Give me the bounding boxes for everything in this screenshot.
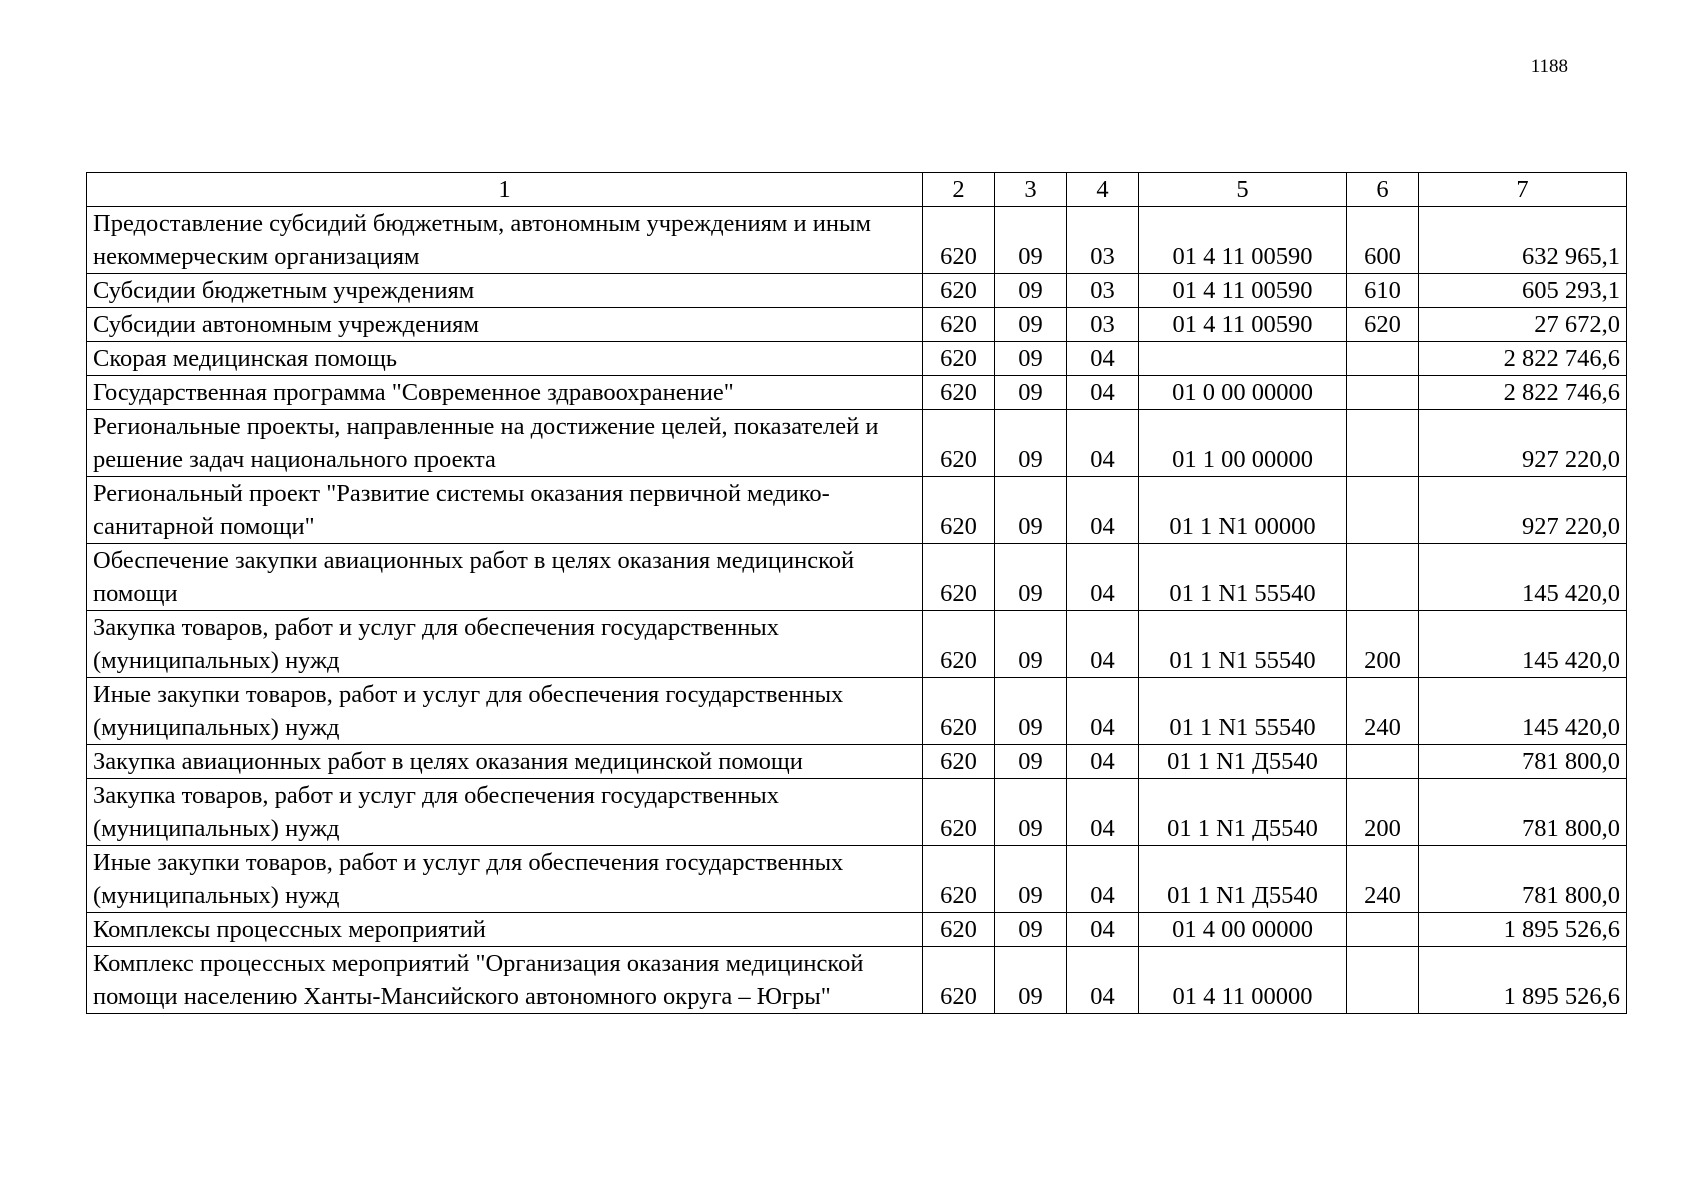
row-cell-5: 01 0 00 00000 [1139, 376, 1347, 410]
row-cell-3: 09 [995, 745, 1067, 779]
row-cell-3: 09 [995, 678, 1067, 745]
row-cell-6 [1347, 913, 1419, 947]
row-cell-2: 620 [923, 410, 995, 477]
row-name-cell: Комплекс процессных мероприятий "Организация оказания медицинской помощи населению Ханты-Мансийского автономного округа – Югры" [87, 947, 923, 1014]
row-name-cell: Субсидии автономным учреждениям [87, 308, 923, 342]
row-cell-2: 620 [923, 947, 995, 1014]
row-cell-5: 01 1 N1 55540 [1139, 678, 1347, 745]
row-cell-5: 01 4 11 00590 [1139, 308, 1347, 342]
row-cell-2: 620 [923, 308, 995, 342]
row-cell-7: 632 965,1 [1419, 207, 1627, 274]
row-cell-5: 01 1 N1 Д5540 [1139, 779, 1347, 846]
row-cell-4: 04 [1067, 477, 1139, 544]
row-cell-7: 145 420,0 [1419, 611, 1627, 678]
header-cell-6: 6 [1347, 173, 1419, 207]
row-cell-7: 145 420,0 [1419, 678, 1627, 745]
row-name-cell: Субсидии бюджетным учреждениям [87, 274, 923, 308]
table-row [87, 544, 1627, 611]
row-cell-5: 01 1 N1 Д5540 [1139, 846, 1347, 913]
row-cell-2: 620 [923, 678, 995, 745]
row-cell-5: 01 1 N1 55540 [1139, 544, 1347, 611]
table-row [87, 779, 1627, 846]
row-name-cell: Региональный проект "Развитие системы оказания первичной медико-санитарной помощи" [87, 477, 923, 544]
table-body [87, 207, 1627, 1014]
row-name-cell: Региональные проекты, направленные на достижение целей, показателей и решение задач национального проекта [87, 410, 923, 477]
row-cell-6 [1347, 544, 1419, 611]
row-cell-2: 620 [923, 207, 995, 274]
row-cell-5 [1139, 342, 1347, 376]
row-cell-7: 781 800,0 [1419, 779, 1627, 846]
header-cell-2: 2 [923, 173, 995, 207]
row-cell-5: 01 4 11 00000 [1139, 947, 1347, 1014]
row-name-cell: Предоставление субсидий бюджетным, автономным учреждениям и иным некоммерческим организациям [87, 207, 923, 274]
row-cell-5: 01 4 11 00590 [1139, 274, 1347, 308]
row-cell-6 [1347, 410, 1419, 477]
row-cell-4: 04 [1067, 611, 1139, 678]
row-cell-6: 200 [1347, 611, 1419, 678]
row-cell-4: 04 [1067, 544, 1139, 611]
row-cell-5: 01 1 N1 Д5540 [1139, 745, 1347, 779]
row-cell-4: 04 [1067, 410, 1139, 477]
table-row [87, 477, 1627, 544]
row-cell-5: 01 1 N1 55540 [1139, 611, 1347, 678]
row-cell-2: 620 [923, 846, 995, 913]
row-name-cell: Закупка авиационных работ в целях оказания медицинской помощи [87, 745, 923, 779]
row-cell-3: 09 [995, 779, 1067, 846]
row-cell-4: 04 [1067, 846, 1139, 913]
row-cell-7: 927 220,0 [1419, 477, 1627, 544]
header-cell-5: 5 [1139, 173, 1347, 207]
table-row [87, 745, 1627, 779]
row-cell-2: 620 [923, 274, 995, 308]
header-cell-7: 7 [1419, 173, 1627, 207]
table-row [87, 678, 1627, 745]
row-name-cell: Иные закупки товаров, работ и услуг для обеспечения государственных (муниципальных) нужд [87, 678, 923, 745]
row-name-cell: Комплексы процессных мероприятий [87, 913, 923, 947]
header-cell-4: 4 [1067, 173, 1139, 207]
table-row [87, 913, 1627, 947]
row-name-cell: Скорая медицинская помощь [87, 342, 923, 376]
row-cell-2: 620 [923, 342, 995, 376]
table-row [87, 376, 1627, 410]
page-number: 1188 [1530, 56, 1568, 77]
row-cell-2: 620 [923, 913, 995, 947]
row-cell-6: 620 [1347, 308, 1419, 342]
row-cell-4: 04 [1067, 342, 1139, 376]
row-cell-7: 927 220,0 [1419, 410, 1627, 477]
row-cell-6 [1347, 376, 1419, 410]
row-cell-5: 01 4 00 00000 [1139, 913, 1347, 947]
header-cell-3: 3 [995, 173, 1067, 207]
row-cell-3: 09 [995, 410, 1067, 477]
row-name-cell: Закупка товаров, работ и услуг для обеспечения государственных (муниципальных) нужд [87, 611, 923, 678]
row-name-cell: Государственная программа "Современное здравоохранение" [87, 376, 923, 410]
row-cell-7: 605 293,1 [1419, 274, 1627, 308]
row-cell-2: 620 [923, 745, 995, 779]
row-cell-7: 1 895 526,6 [1419, 913, 1627, 947]
row-cell-3: 09 [995, 913, 1067, 947]
row-cell-6 [1347, 342, 1419, 376]
row-cell-6 [1347, 947, 1419, 1014]
row-cell-2: 620 [923, 544, 995, 611]
row-cell-6 [1347, 745, 1419, 779]
row-cell-7: 2 822 746,6 [1419, 342, 1627, 376]
row-cell-3: 09 [995, 947, 1067, 1014]
table-row [87, 611, 1627, 678]
row-cell-6: 610 [1347, 274, 1419, 308]
row-cell-3: 09 [995, 342, 1067, 376]
row-cell-7: 1 895 526,6 [1419, 947, 1627, 1014]
row-cell-3: 09 [995, 846, 1067, 913]
header-cell-1: 1 [87, 173, 923, 207]
budget-table [86, 172, 1627, 1014]
row-cell-6: 200 [1347, 779, 1419, 846]
row-cell-4: 04 [1067, 779, 1139, 846]
row-cell-4: 04 [1067, 947, 1139, 1014]
row-cell-4: 03 [1067, 274, 1139, 308]
row-cell-7: 145 420,0 [1419, 544, 1627, 611]
row-cell-2: 620 [923, 376, 995, 410]
row-cell-4: 03 [1067, 308, 1139, 342]
table-row [87, 410, 1627, 477]
row-name-cell: Закупка товаров, работ и услуг для обеспечения государственных (муниципальных) нужд [87, 779, 923, 846]
row-name-cell: Иные закупки товаров, работ и услуг для обеспечения государственных (муниципальных) нужд [87, 846, 923, 913]
row-cell-3: 09 [995, 308, 1067, 342]
row-cell-4: 04 [1067, 678, 1139, 745]
row-cell-4: 04 [1067, 745, 1139, 779]
row-cell-5: 01 1 00 00000 [1139, 410, 1347, 477]
table-row [87, 207, 1627, 274]
row-cell-7: 781 800,0 [1419, 846, 1627, 913]
table-row [87, 846, 1627, 913]
row-cell-6 [1347, 477, 1419, 544]
row-cell-3: 09 [995, 376, 1067, 410]
table-row [87, 947, 1627, 1014]
row-name-cell: Обеспечение закупки авиационных работ в целях оказания медицинской помощи [87, 544, 923, 611]
table-row [87, 342, 1627, 376]
row-cell-4: 04 [1067, 913, 1139, 947]
row-cell-2: 620 [923, 611, 995, 678]
row-cell-7: 27 672,0 [1419, 308, 1627, 342]
row-cell-2: 620 [923, 779, 995, 846]
row-cell-3: 09 [995, 611, 1067, 678]
header-row [87, 173, 1627, 207]
row-cell-7: 781 800,0 [1419, 745, 1627, 779]
row-cell-3: 09 [995, 274, 1067, 308]
row-cell-2: 620 [923, 477, 995, 544]
row-cell-3: 09 [995, 477, 1067, 544]
row-cell-4: 03 [1067, 207, 1139, 274]
row-cell-5: 01 1 N1 00000 [1139, 477, 1347, 544]
row-cell-4: 04 [1067, 376, 1139, 410]
row-cell-3: 09 [995, 207, 1067, 274]
row-cell-6: 240 [1347, 678, 1419, 745]
row-cell-7: 2 822 746,6 [1419, 376, 1627, 410]
table-row [87, 274, 1627, 308]
row-cell-5: 01 4 11 00590 [1139, 207, 1347, 274]
table-row [87, 308, 1627, 342]
row-cell-3: 09 [995, 544, 1067, 611]
row-cell-6: 600 [1347, 207, 1419, 274]
row-cell-6: 240 [1347, 846, 1419, 913]
